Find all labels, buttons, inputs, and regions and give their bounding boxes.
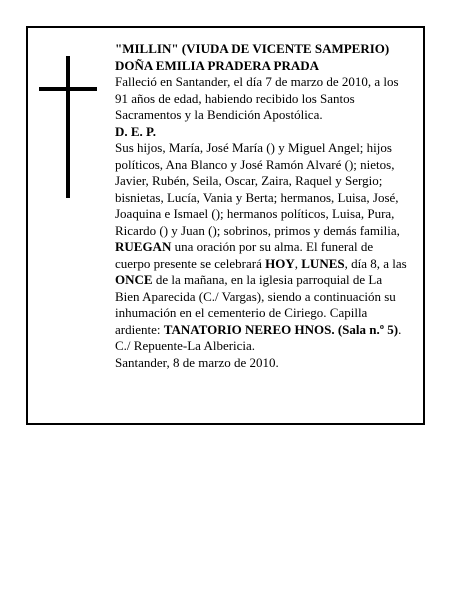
funeral-text: ardiente: xyxy=(115,321,164,337)
funeral-line xyxy=(115,272,421,289)
funeral-text: , día 8, a las xyxy=(344,255,407,271)
death-line: Falleció en Santander, el día 7 de marzo de 2010, a los xyxy=(115,74,399,89)
funeral-text: , xyxy=(294,255,302,271)
date-line: Santander, 8 de marzo de 2010. xyxy=(115,354,279,370)
funeral-line xyxy=(115,256,421,273)
funeral-text: de la mañana, en la iglesia parroquial de La xyxy=(152,272,383,287)
family-line: Javier, Rubén, Seila, Oscar, Zaira, Raquel y Sergio; xyxy=(115,173,383,188)
obituary-notice xyxy=(26,26,425,425)
death-line: Sacramentos y la Bendición Apostólica. xyxy=(115,107,323,122)
family-line: bisnietas, Lucía, Vania y Berta; hermanos, Luisa, José, xyxy=(115,189,399,205)
family-line: Ricardo () y Juan (); sobrinos, primos y demás familia, xyxy=(115,222,400,238)
obituary-text xyxy=(115,41,421,371)
hoy-text: HOY xyxy=(265,255,295,271)
funeral-line: Bien Aparecida (C./ Vargas), siendo a continuación su xyxy=(115,288,396,304)
nickname-line: "MILLIN" (VIUDA DE VICENTE SAMPERIO) xyxy=(115,41,390,56)
funeral-line: inhumación en el cementerio de Ciriego. Capilla xyxy=(115,305,368,320)
family-line: Joaquina e Ismael (); hermanos políticos, Luisa, Pura, xyxy=(115,206,395,221)
funeral-text: una oración por su alma. El funeral de xyxy=(171,239,374,254)
cross-horizontal-bar xyxy=(39,87,97,91)
funeral-line: C./ Repuente-La Albericia. xyxy=(115,338,256,353)
funeral-text: cuerpo presente se celebrará xyxy=(115,255,266,271)
family-line: Sus hijos, María, José María () y Miguel Angel; hijos xyxy=(115,140,392,155)
death-line: 91 años de edad, habiendo recibido los Santos xyxy=(115,90,355,106)
ruegan-text: RUEGAN xyxy=(115,239,172,254)
lunes-text: LUNES xyxy=(301,255,345,271)
funeral-line xyxy=(115,322,421,339)
once-text: ONCE xyxy=(115,272,153,287)
funeral-text: . xyxy=(398,321,402,337)
cross-icon xyxy=(39,56,97,198)
cross-vertical-bar xyxy=(66,56,70,198)
funeral-line xyxy=(115,239,421,256)
dep-line: D. E. P. xyxy=(115,123,157,139)
family-line: políticos, Ana Blanco y José Ramón Alvaré (); nietos, xyxy=(115,156,395,172)
deceased-name: DOÑA EMILIA PRADERA PRADA xyxy=(115,57,320,73)
tanatorio-text: TANATORIO NEREO HNOS. (Sala n.º 5) xyxy=(163,321,399,337)
